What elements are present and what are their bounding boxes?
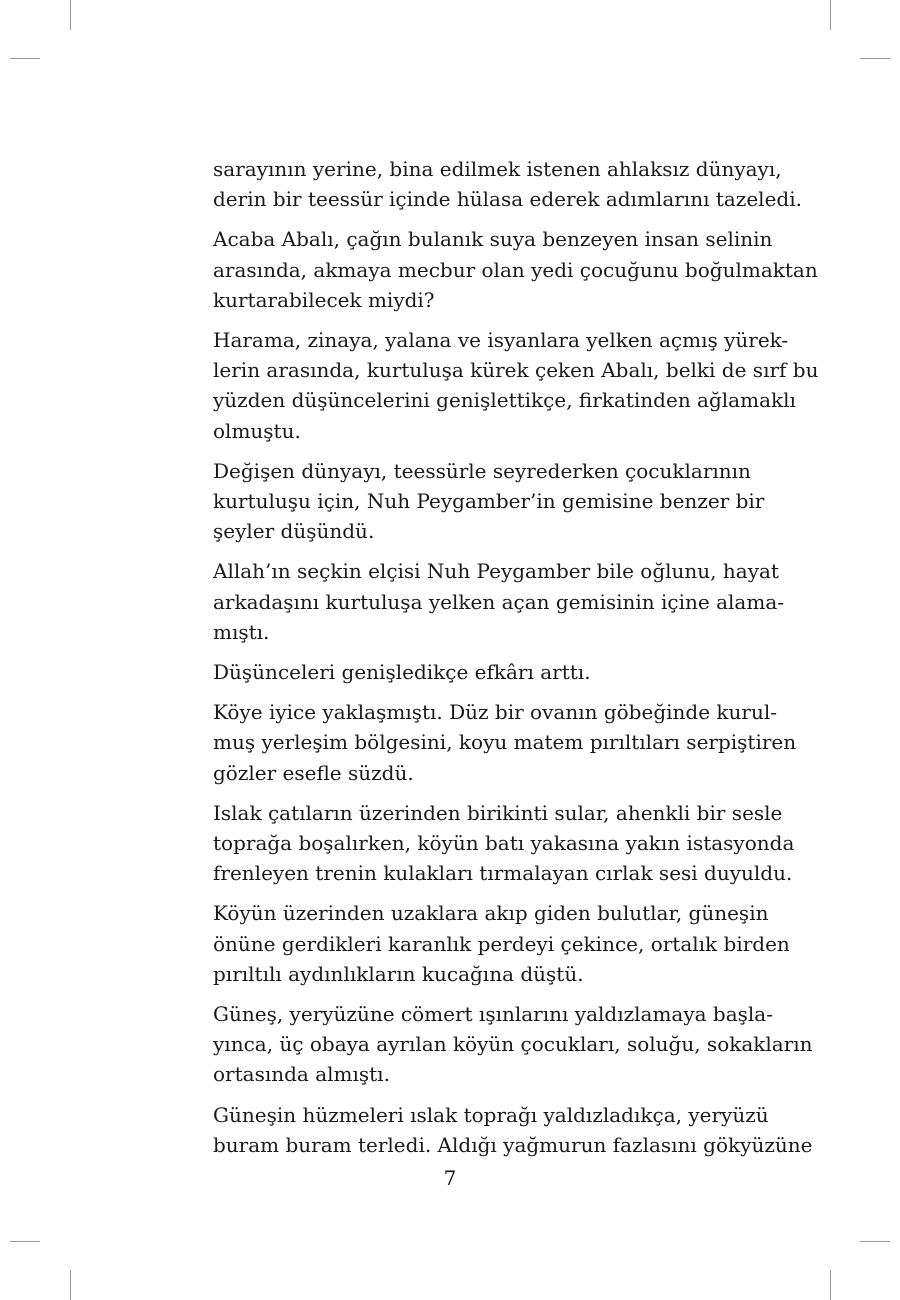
text-line: muş yerleşim bölgesini, koyu matem pırıltıları serpiştiren — [213, 730, 797, 755]
text-line: yınca, üç obaya ayrılan köyün çocukları, soluğu, sokakların — [213, 1032, 813, 1057]
paragraph — [184, 224, 818, 315]
text-line: Düşünceleri genişledikçe efkârı arttı. — [213, 660, 591, 685]
text-line: arasında, akmaya mecbur olan yedi çocuğunu boğulmaktan — [213, 257, 818, 282]
paragraph — [184, 325, 819, 446]
text-line: kurtuluşu için, Nuh Peygamber’in gemisine benzer bir — [213, 489, 765, 514]
paragraph — [184, 798, 795, 889]
text-line: frenleyen trenin kulakları tırmalayan cırlak sesi duyuldu. — [213, 861, 793, 886]
text-line: Islak çatıların üzerinden birikinti sular, ahenkli bir sesle — [213, 800, 783, 825]
paragraph — [184, 657, 732, 687]
text-line: olmuştu. — [213, 418, 301, 443]
text-line: Acaba Abalı, çağın bulanık suya benzeyen insan selinin — [213, 227, 773, 252]
paragraph — [184, 456, 765, 547]
text-line: toprağa boşalırken, köyün batı yakasına yakın istasyonda — [213, 831, 795, 856]
text-line: buram buram terledi. Aldığı yağmurun fazlasını gökyüzüne — [213, 1132, 813, 1157]
text-line: önüne gerdikleri karanlık perdeyi çekince, ortalık birden — [213, 931, 790, 956]
paragraph — [184, 999, 813, 1090]
crop-mark-bottom-left — [70, 1270, 71, 1300]
crop-mark-top-right-horizontal — [860, 58, 890, 59]
paragraph — [184, 556, 784, 647]
text-line: pırıltılı aydınlıkların kucağına düştü. — [213, 961, 584, 986]
crop-mark-bottom-left-horizontal — [10, 1241, 40, 1242]
paragraph — [184, 1100, 813, 1160]
text-line: şeyler düşündü. — [213, 519, 375, 544]
text-line: mıştı. — [213, 619, 270, 644]
text-line: Değişen dünyayı, teessürle seyrederken çocuklarının — [213, 458, 751, 483]
text-line: sarayının yerine, bina edilmek istenen ahlaksız dünyayı, — [213, 157, 782, 181]
page-number: 7 — [443, 1166, 457, 1190]
text-line: kurtarabilecek miydi? — [213, 287, 435, 312]
paragraph — [184, 898, 790, 989]
text-line: ortasında almıştı. — [213, 1062, 390, 1087]
body-text — [184, 154, 819, 1170]
crop-mark-top-left-horizontal — [10, 58, 40, 59]
crop-mark-top-right — [830, 0, 831, 30]
text-line: Güneşin hüzmeleri ıslak toprağı yaldızladıkça, yeryüzü — [213, 1102, 769, 1127]
crop-mark-bottom-right — [830, 1270, 831, 1300]
paragraph — [184, 154, 802, 214]
crop-mark-top-left — [70, 0, 71, 30]
text-line: Güneş, yeryüzüne cömert ışınlarını yaldızlamaya başla- — [213, 1002, 773, 1027]
text-line: lerin arasında, kurtuluşa kürek çeken Abalı, belki de sırf bu — [213, 358, 819, 383]
text-line: Köyün üzerinden uzaklara akıp giden bulutlar, güneşin — [213, 901, 769, 926]
text-line: Allah’ın seçkin elçisi Nuh Peygamber bile oğlunu, hayat — [213, 559, 779, 584]
text-line: Harama, zinaya, yalana ve isyanlara yelken açmış yürek- — [213, 328, 789, 353]
text-line: Köye iyice yaklaşmıştı. Düz bir ovanın göbeğinde kurul- — [213, 700, 777, 725]
text-line: gözler esefle süzdü. — [213, 760, 414, 785]
text-line: arkadaşını kurtuluşa yelken açan gemisinin içine alama- — [213, 589, 784, 614]
text-line: yüzden düşüncelerini genişlettikçe, firkatinden ağlamaklı — [213, 388, 796, 413]
crop-mark-bottom-right-horizontal — [860, 1241, 890, 1242]
text-line: derin bir teessür içinde hülasa ederek adımlarını tazeledi. — [213, 187, 802, 212]
paragraph — [184, 697, 797, 788]
